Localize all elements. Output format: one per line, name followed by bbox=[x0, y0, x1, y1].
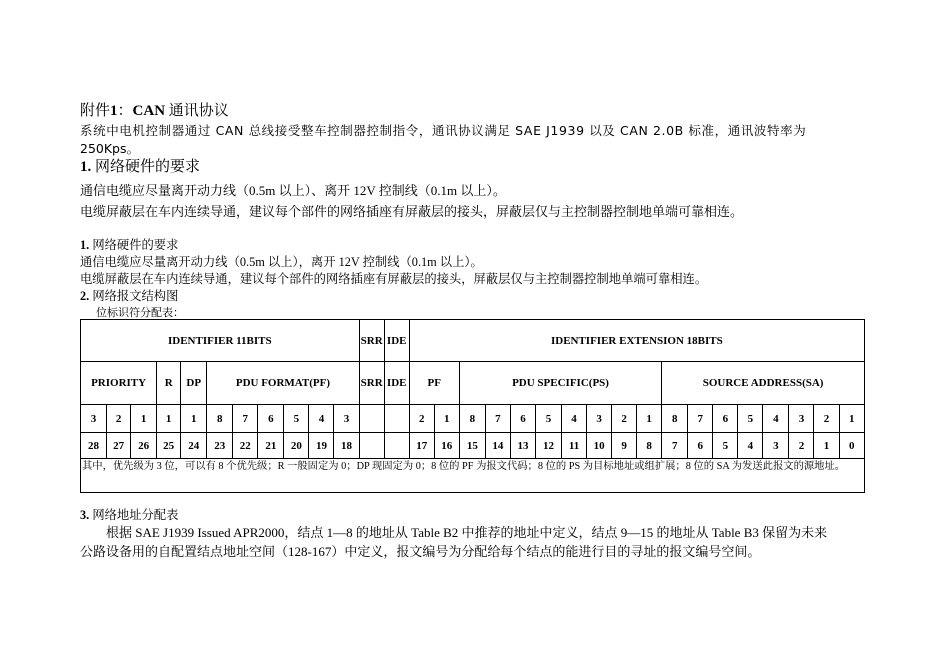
section-1-heading-small bbox=[80, 235, 178, 253]
intro-line-1: 系统中电机控制器通过 CAN 总线接受整车控制器控制指令，通讯协议满足 SAE J1939 以及 CAN 2.0B 标准，通讯波特率为 bbox=[80, 123, 807, 138]
section-3-title: 网络地址分配表 bbox=[92, 508, 179, 522]
bit-cell: 6 bbox=[688, 433, 713, 459]
bit-cell: 4 bbox=[738, 433, 763, 459]
section-2-number: 2. bbox=[80, 289, 90, 303]
srr-cell: SRR bbox=[359, 362, 384, 405]
table-note: 其中，优先级为 3 位，可以有 8 个优先级；R 一般固定为 0；DP 现固定为 0；8 位的 PF 为报文代码；8 位的 PS 为目标地址或组扩展；8 位的 SA 为发送此报文的源地址。 bbox=[81, 459, 865, 493]
bit-cell: 9 bbox=[612, 433, 637, 459]
bit-cell: 1 bbox=[181, 405, 207, 433]
bit-cell: 3 bbox=[763, 433, 789, 459]
pdu-format-cell: PDU FORMAT(PF) bbox=[207, 362, 359, 405]
bit-cell: 10 bbox=[587, 433, 612, 459]
title-number: 1 bbox=[110, 103, 118, 119]
bit-index-row bbox=[81, 433, 865, 459]
bit-cell: 15 bbox=[459, 433, 485, 459]
bit-cell bbox=[384, 433, 409, 459]
ide-cell: IDE bbox=[384, 362, 409, 405]
bit-cell: 18 bbox=[334, 433, 359, 459]
bit-cell: 0 bbox=[839, 433, 864, 459]
bit-cell: 8 bbox=[662, 405, 688, 433]
paragraph-address-2: 公路设备用的自配置结点地址空间（128-167）中定义，报文编号为分配给每个结点的能进行目的寻址的报文编号空间。 bbox=[80, 544, 761, 559]
identifier-header: IDENTIFIER 11BITS bbox=[81, 320, 360, 362]
identifier-allocation-table bbox=[80, 319, 865, 493]
bit-cell: 7 bbox=[485, 405, 510, 433]
section-1-small-number: 1. bbox=[80, 238, 90, 252]
bit-cell: 5 bbox=[738, 405, 763, 433]
bit-cell: 3 bbox=[789, 405, 814, 433]
bit-cell: 26 bbox=[131, 433, 157, 459]
bit-cell: 2 bbox=[612, 405, 637, 433]
bit-cell: 3 bbox=[587, 405, 612, 433]
section-2-title: 网络报文结构图 bbox=[92, 289, 179, 303]
bit-cell: 17 bbox=[409, 433, 434, 459]
title-can: CAN bbox=[132, 103, 166, 119]
bit-cell: 5 bbox=[284, 405, 309, 433]
bit-cell: 27 bbox=[107, 433, 131, 459]
bit-cell: 8 bbox=[459, 405, 485, 433]
paragraph-address-1: 根据 SAE J1939 Issued APR2000，结点 1—8 的地址从 Table B2 中推荐的地址中定义，结点 9—15 的地址从 Table B3 保留为未来 bbox=[106, 525, 828, 540]
bit-cell: 25 bbox=[157, 433, 181, 459]
r-cell: R bbox=[157, 362, 181, 405]
bit-cell: 1 bbox=[839, 405, 864, 433]
bit-cell: 4 bbox=[309, 405, 334, 433]
bit-position-row bbox=[81, 405, 865, 433]
bit-cell: 13 bbox=[510, 433, 535, 459]
intro-line-2: 250Kps。 bbox=[80, 141, 140, 156]
paragraph-shielding-2: 电缆屏蔽层在车内连续导通，建议每个部件的网络插座有屏蔽层的接头，屏蔽层仅与主控制器控制地单端可靠相连。 bbox=[80, 272, 708, 286]
bit-cell: 2 bbox=[789, 433, 814, 459]
section-3-number: 3. bbox=[80, 508, 90, 522]
title-prefix: 附件 bbox=[80, 103, 111, 119]
bit-cell bbox=[359, 433, 384, 459]
paragraph-shielding: 电缆屏蔽层在车内连续导通，建议每个部件的网络插座有屏蔽层的接头，屏蔽层仅与主控制器控制地单端可靠相连。 bbox=[80, 204, 744, 219]
bit-cell: 2 bbox=[107, 405, 131, 433]
bit-cell: 11 bbox=[562, 433, 587, 459]
bit-cell: 8 bbox=[207, 405, 233, 433]
section-2-heading bbox=[80, 286, 178, 304]
bit-cell: 7 bbox=[233, 405, 258, 433]
bit-cell bbox=[384, 405, 409, 433]
bit-cell: 28 bbox=[81, 433, 107, 459]
bit-cell: 8 bbox=[637, 433, 662, 459]
section-1-number: 1. bbox=[80, 159, 92, 175]
bit-cell: 19 bbox=[309, 433, 334, 459]
section-1-small-title: 网络硬件的要求 bbox=[92, 238, 179, 252]
source-address-cell: SOURCE ADDRESS(SA) bbox=[662, 362, 865, 405]
identifier-extension-header: IDENTIFIER EXTENSION 18BITS bbox=[409, 320, 864, 362]
ide-header: IDE bbox=[384, 320, 409, 362]
bit-cell: 20 bbox=[284, 433, 309, 459]
attachment-title bbox=[80, 99, 229, 120]
bit-cell: 3 bbox=[334, 405, 359, 433]
bit-cell: 12 bbox=[535, 433, 561, 459]
bit-cell: 1 bbox=[814, 433, 839, 459]
priority-cell: PRIORITY bbox=[81, 362, 157, 405]
bit-cell: 6 bbox=[510, 405, 535, 433]
bit-cell: 3 bbox=[81, 405, 107, 433]
paragraph-cable-distance-2: 通信电缆应尽量离开动力线（0.5m 以上），离开 12V 控制线（0.1m 以上）。 bbox=[80, 255, 483, 269]
title-rest: 通讯协议 bbox=[168, 103, 229, 119]
bit-cell: 4 bbox=[562, 405, 587, 433]
bit-cell: 1 bbox=[131, 405, 157, 433]
bit-cell: 21 bbox=[258, 433, 284, 459]
section-1-title: 网络硬件的要求 bbox=[95, 159, 201, 175]
pf-cell: PF bbox=[409, 362, 459, 405]
bit-cell: 5 bbox=[713, 433, 738, 459]
title-separator: ： bbox=[117, 103, 133, 119]
bit-cell: 4 bbox=[763, 405, 789, 433]
srr-header: SRR bbox=[359, 320, 384, 362]
bit-cell: 1 bbox=[434, 405, 459, 433]
bit-cell: 16 bbox=[434, 433, 459, 459]
bit-cell bbox=[359, 405, 384, 433]
bit-cell: 1 bbox=[157, 405, 181, 433]
dp-cell: DP bbox=[181, 362, 207, 405]
bit-cell: 1 bbox=[637, 405, 662, 433]
bit-cell: 22 bbox=[233, 433, 258, 459]
bit-cell: 7 bbox=[688, 405, 713, 433]
table-caption: 位标识符分配表： bbox=[96, 307, 184, 319]
bit-cell: 6 bbox=[713, 405, 738, 433]
bit-cell: 6 bbox=[258, 405, 284, 433]
bit-cell: 2 bbox=[814, 405, 839, 433]
bit-cell: 23 bbox=[207, 433, 233, 459]
paragraph-cable-distance: 通信电缆应尽量离开动力线（0.5m 以上）、离开 12V 控制线（0.1m 以上）。 bbox=[80, 183, 506, 198]
bit-cell: 2 bbox=[409, 405, 434, 433]
bit-cell: 14 bbox=[485, 433, 510, 459]
section-3-heading bbox=[80, 505, 178, 523]
bit-cell: 24 bbox=[181, 433, 207, 459]
bit-cell: 5 bbox=[535, 405, 561, 433]
bit-cell: 7 bbox=[662, 433, 688, 459]
section-1-heading-large bbox=[80, 155, 200, 176]
pdu-specific-cell: PDU SPECIFIC(PS) bbox=[459, 362, 661, 405]
